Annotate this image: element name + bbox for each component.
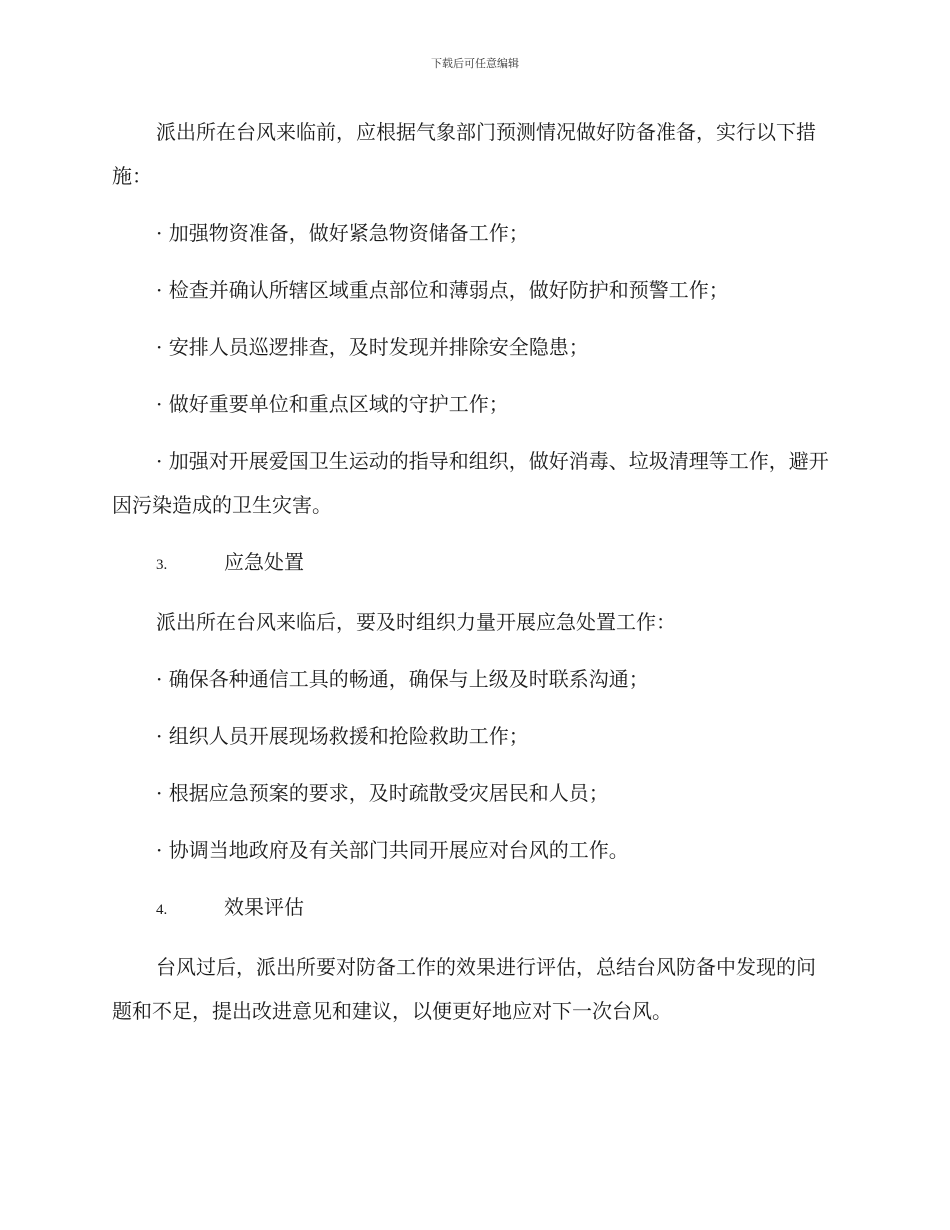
list-item: · 根据应急预案的要求，及时疏散受灾居民和人员； — [156, 781, 609, 805]
emergency-intro: 派出所在台风来临后，要及时组织力量开展应急处置工作： — [156, 610, 676, 634]
list-item: · 做好重要单位和重点区域的守护工作； — [156, 392, 509, 416]
list-item: · 协调当地政府及有关部门共同开展应对台风的工作。 — [156, 838, 629, 862]
list-item: · 确保各种通信工具的畅通，确保与上级及时联系沟通； — [156, 667, 649, 691]
evaluation-paragraph: 台风过后，派出所要对防备工作的效果进行评估，总结台风防备中发现的问题和不足，提出改进意见和建议，以便更好地应对下一次台风。 — [112, 955, 816, 1023]
list-item: · 安排人员巡逻排查，及时发现并排除安全隐患； — [156, 335, 589, 359]
page-header: 下载后可任意编辑 — [431, 57, 519, 70]
pre-typhoon-intro: 派出所在台风来临前，应根据气象部门预测情况做好防备准备，实行以下措施： — [112, 120, 816, 188]
document-body — [112, 110, 832, 1046]
list-item: · 组织人员开展现场救援和抢险救助工作； — [156, 724, 529, 748]
section-heading-emergency — [112, 540, 832, 587]
section-heading-evaluation — [112, 885, 832, 932]
section-number: 4. — [156, 902, 168, 918]
section-title: 应急处置 — [224, 550, 304, 574]
list-item: · 检查并确认所辖区域重点部位和薄弱点，做好防护和预警工作； — [156, 278, 729, 302]
list-item: · 加强物资准备，做好紧急物资储备工作； — [156, 221, 529, 245]
section-number: 3. — [156, 557, 168, 573]
section-title: 效果评估 — [224, 895, 304, 919]
list-item: · 加强对开展爱国卫生运动的指导和组织，做好消毒、垃圾清理等工作，避开因污染造成的卫生灾害。 — [112, 449, 829, 517]
